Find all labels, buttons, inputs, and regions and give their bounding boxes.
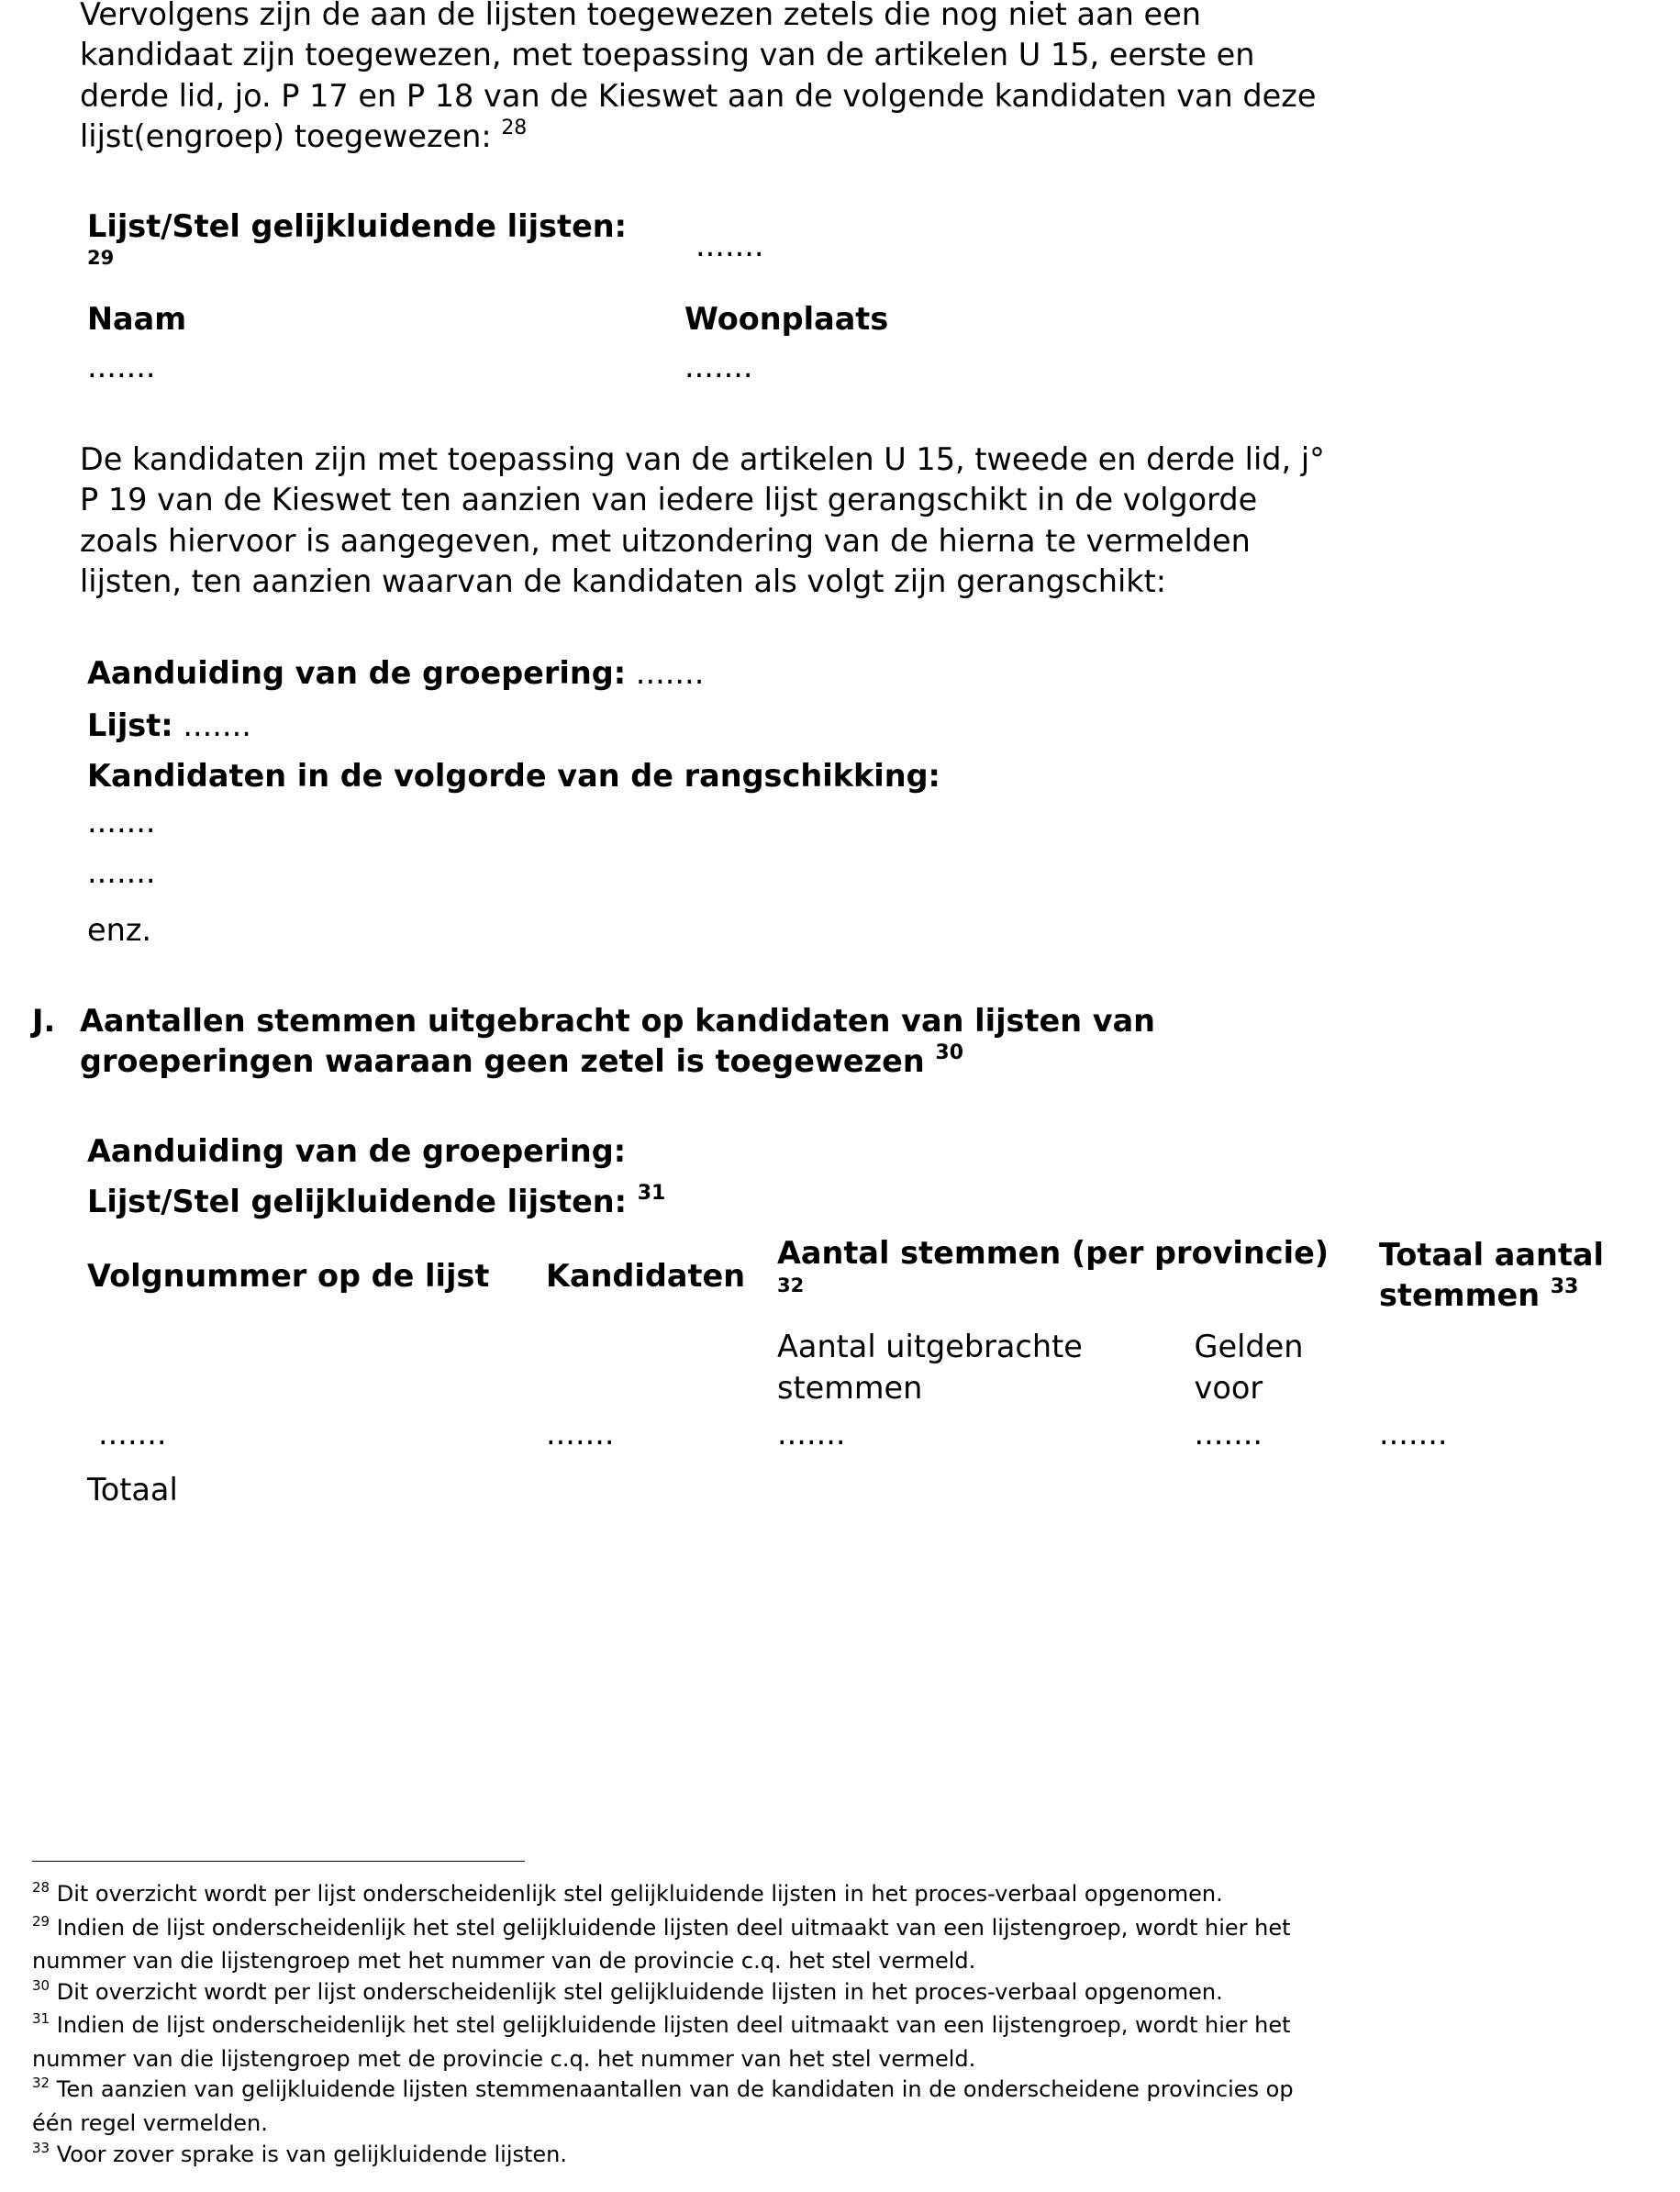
footnote-text: Indien de lijst onderscheidenlijk het stel gelijkluidende lijsten deel uitmaakt van een lijstengroep, wordt hier het (56, 1914, 1291, 1941)
table-header-line: Totaal aantal (1379, 1236, 1604, 1273)
table-cell-total-votes: ....... (1379, 1415, 1448, 1452)
group-designation-value: ....... (635, 655, 705, 692)
footnote-number: 32 (32, 2075, 50, 2092)
table-cell-votes-cast: ....... (777, 1415, 846, 1452)
group-designation-label: Aanduiding van de groepering: (87, 655, 627, 692)
footnote-reference: 30 (935, 1041, 964, 1065)
paragraph-line (80, 117, 1317, 161)
footnote-number: 31 (32, 2010, 50, 2028)
footnote-line (32, 1977, 1294, 2011)
table-subheader-line: Aantal uitgebrachte (777, 1329, 1083, 1365)
paragraph-line: Vervolgens zijn de aan de lijsten toegewezen zetels die nog niet aan een (80, 0, 1201, 32)
section-title-line (80, 1041, 1155, 1086)
ranking-paragraph (80, 440, 1325, 602)
paragraph-line: lijsten, ten aanzien waarvan de kandidaten als volgt zijn gerangschikt: (80, 562, 1167, 599)
section-list-row (87, 1182, 665, 1227)
footnote-number: 29 (32, 1912, 50, 1930)
footnote-line (32, 2075, 1294, 2109)
footnote-separator (32, 1861, 525, 1863)
table-header-text: stemmen (1379, 1276, 1541, 1313)
table-subheader-line: voor (1194, 1369, 1263, 1406)
table-subheader-line: Gelden (1194, 1329, 1304, 1365)
candidate-entry: ....... (87, 854, 156, 891)
table-cell-candidate: ....... (546, 1415, 615, 1452)
list-heading-footnote-reference: 29 (87, 247, 115, 269)
paragraph-line: P 19 van de Kieswet ten aanzien van iedere lijst gerangschikt in de volgorde (80, 482, 1258, 518)
group-designation-row (87, 653, 704, 694)
footnote-text: Indien de lijst onderscheidenlijk het stel gelijkluidende lijsten deel uitmaakt van een lijstengroep, wordt hier het (56, 2012, 1291, 2039)
footnote-line (32, 2010, 1294, 2044)
section-title-text: groeperingen waaraan geen zetel is toegewezen (80, 1043, 925, 1080)
table-header-footnote-reference: 32 (777, 1274, 805, 1296)
footnote (32, 2140, 1294, 2174)
footnote-line: nummer van die lijstengroep met de provincie c.q. het nummer van het stel vermeld. (32, 2045, 976, 2072)
table-total-label: Totaal (87, 1472, 178, 1508)
candidates-ranking-label: Kandidaten in de volgorde van de rangschikking: (87, 757, 940, 794)
section-title-line: Aantallen stemmen uitgebracht op kandidaten van lijsten van (80, 1002, 1156, 1039)
footnote-number: 28 (32, 1879, 50, 1896)
table-cell-valid-for: ....... (1194, 1415, 1263, 1452)
section-title (80, 1001, 1155, 1087)
footnote-line (32, 1913, 1294, 1947)
footnote-text: Dit overzicht wordt per lijst onderscheidenlijk stel gelijkluidende lijsten in het proces-verbaal opgenomen. (56, 1978, 1223, 2005)
footnote-line: nummer van die lijstengroep met het nummer van de provincie c.q. het stel vermeld. (32, 1948, 976, 1975)
footnote (32, 2010, 1294, 2075)
candidate-entry: ....... (87, 804, 156, 840)
table-header-line (1379, 1275, 1604, 1320)
footnote-number: 30 (32, 1976, 50, 1994)
table-header-total-votes (1379, 1235, 1604, 1321)
list-heading: Lijst/Stel gelijkluidende lijsten: (87, 208, 628, 244)
table-subheader-votes-cast (777, 1327, 1083, 1408)
list-heading-value: ....... (695, 227, 764, 263)
footnote-reference: 28 (501, 116, 528, 139)
list-row (87, 706, 251, 746)
seat-allocation-paragraph (80, 0, 1317, 161)
name-value: ....... (87, 349, 156, 385)
table-subheader-line: stemmen (777, 1369, 923, 1406)
footnote-line (32, 2140, 1294, 2174)
footnote-line (32, 1879, 1294, 1913)
residence-column-header: Woonplaats (684, 301, 889, 338)
residence-value: ....... (684, 349, 753, 385)
footnote-text: Ten aanzien van gelijkluidende lijsten stemmenaantallen van de kandidaten in de onderscheidene provincies op (56, 2076, 1294, 2103)
paragraph-line-text: lijst(engroep) toegewezen: (80, 117, 492, 154)
footnote-text: Dit overzicht wordt per lijst onderscheidenlijk stel gelijkluidende lijsten in het proces-verbaal opgenomen. (56, 1881, 1223, 1907)
paragraph-line: zoals hiervoor is aangegeven, met uitzondering van de hierna te vermelden (80, 522, 1251, 559)
footnote-reference: 33 (1550, 1274, 1579, 1298)
section-group-label: Aanduiding van de groepering: (87, 1132, 627, 1169)
footnote (32, 1913, 1294, 1977)
section-letter: J. (32, 1002, 56, 1039)
paragraph-line: kandidaat zijn toegewezen, met toepassing van de artikelen U 15, eerste en (80, 37, 1255, 73)
footnote (32, 1977, 1294, 2011)
footnote-reference: 31 (637, 1181, 666, 1205)
table-header-candidates: Kandidaten (546, 1257, 746, 1294)
table-header-votes-per-province: Aantal stemmen (per provincie) (777, 1235, 1330, 1272)
footnote (32, 2075, 1294, 2139)
footnote-number: 33 (32, 2139, 50, 2156)
name-column-header: Naam (87, 301, 187, 338)
table-subheader-valid-for (1195, 1327, 1304, 1408)
table-cell-sequence-number: ....... (98, 1415, 167, 1452)
list-value: ....... (183, 707, 251, 743)
section-list-label: Lijst/Stel gelijkluidende lijsten: (87, 1183, 628, 1219)
footnote-line: één regel vermelden. (32, 2109, 268, 2136)
footnotes (32, 1879, 1294, 2173)
footnote-text: Voor zover sprake is van gelijkluidende lijsten. (56, 2141, 568, 2167)
footnote (32, 1879, 1294, 1913)
table-header-sequence-number: Volgnummer op de lijst (87, 1257, 490, 1294)
paragraph-line: De kandidaten zijn met toepassing van de artikelen U 15, tweede en derde lid, j° (80, 441, 1325, 477)
paragraph-line: derde lid, jo. P 17 en P 18 van de Kieswet aan de volgende kandidaten van deze (80, 77, 1317, 114)
list-label: Lijst: (87, 707, 173, 743)
continuation-text: enz. (87, 911, 152, 948)
